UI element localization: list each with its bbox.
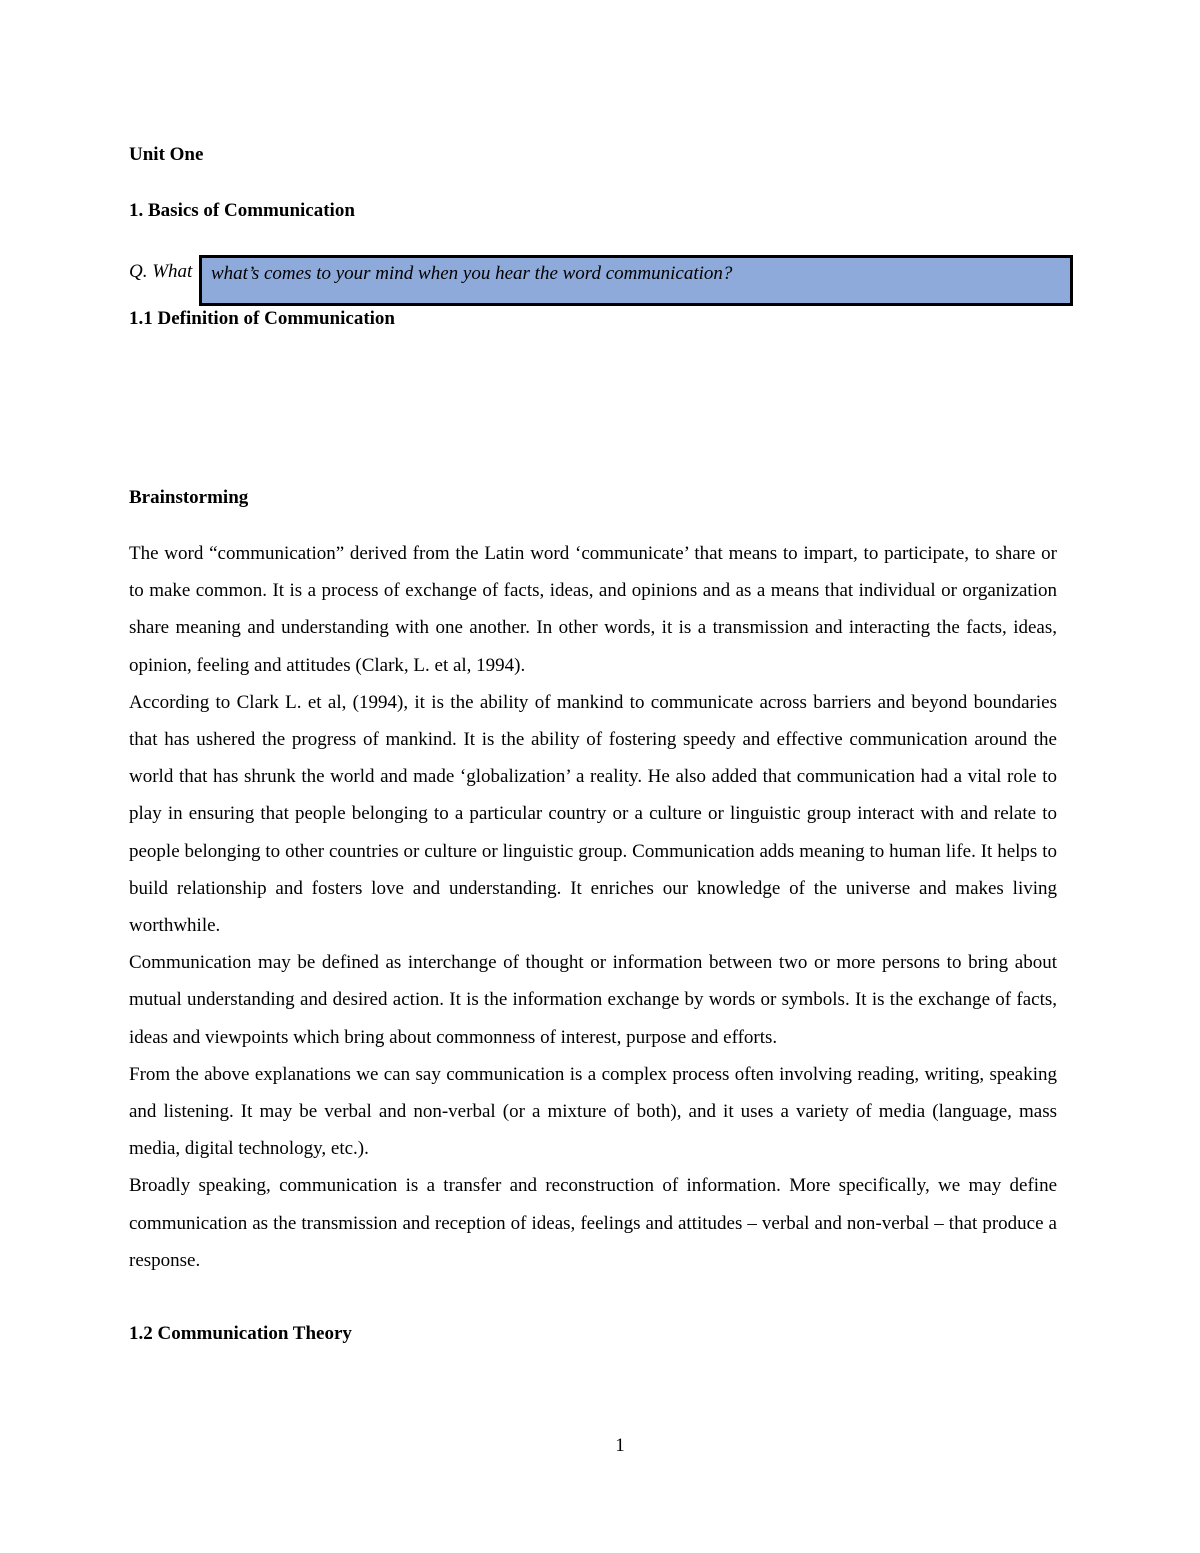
paragraph: According to Clark L. et al, (1994), it is the ability of mankind to communicate across barriers and beyond boundaries that has ushered the progress of mankind. It is the ability of fostering speedy and effective communication around the world that has shrunk the world and made ‘globalization’ a reality. He also added that communication had a vital role to play in ensuring that people belonging to a particular country or a culture or linguistic group interact with and relate to people belonging to other countries or culture or linguistic group. Communication adds meaning to human life. It helps to build relationship and fosters love and understanding. It enriches our knowledge of the universe and makes living worthwhile. [129,691,1057,937]
paragraph: Communication may be defined as interchange of thought or information between two or more persons to bring about mutual understanding and desired action. It is the information exchange by words or symbols. It is the exchange of facts, ideas and viewpoints which bring about commonness of interest, purpose and efforts. [129,952,1057,1048]
question-prefix: Q. What [129,261,193,282]
section-heading: 1. Basics of Communication [129,200,355,221]
page-number: 1 [615,1435,625,1456]
unit-title: Unit One [129,144,204,165]
body-text [129,535,1057,1279]
paragraph: Broadly speaking, communication is a transfer and reconstruction of information. More specifically, we may define communication as the transmission and reception of ideas, feelings and attitudes – verbal and non-verbal – that produce a response. [129,1175,1057,1271]
paragraph: From the above explanations we can say communication is a complex process often involving reading, writing, speaking and listening. It may be verbal and non-verbal (or a mixture of both), and it uses a variety of media (language, mass media, digital technology, etc.). [129,1063,1057,1160]
subsection-theory-heading: 1.2 Communication Theory [129,1323,352,1344]
callout-text: what’s comes to your mind when you hear the word communication? [211,263,733,284]
question-callout-box [199,255,1073,306]
subsection-definition-heading: 1.1 Definition of Communication [129,308,395,329]
paragraph: The word “communication” derived from the Latin word ‘communicate’ that means to impart, to participate, to share or to make common. It is a process of exchange of facts, ideas, and opinions and as a means that individual or organization share meaning and understanding with one another. In other words, it is a transmission and interacting the facts, ideas, opinion, feeling and attitudes (Clark, L. et al, 1994). [129,543,1057,676]
brainstorming-heading: Brainstorming [129,487,249,508]
